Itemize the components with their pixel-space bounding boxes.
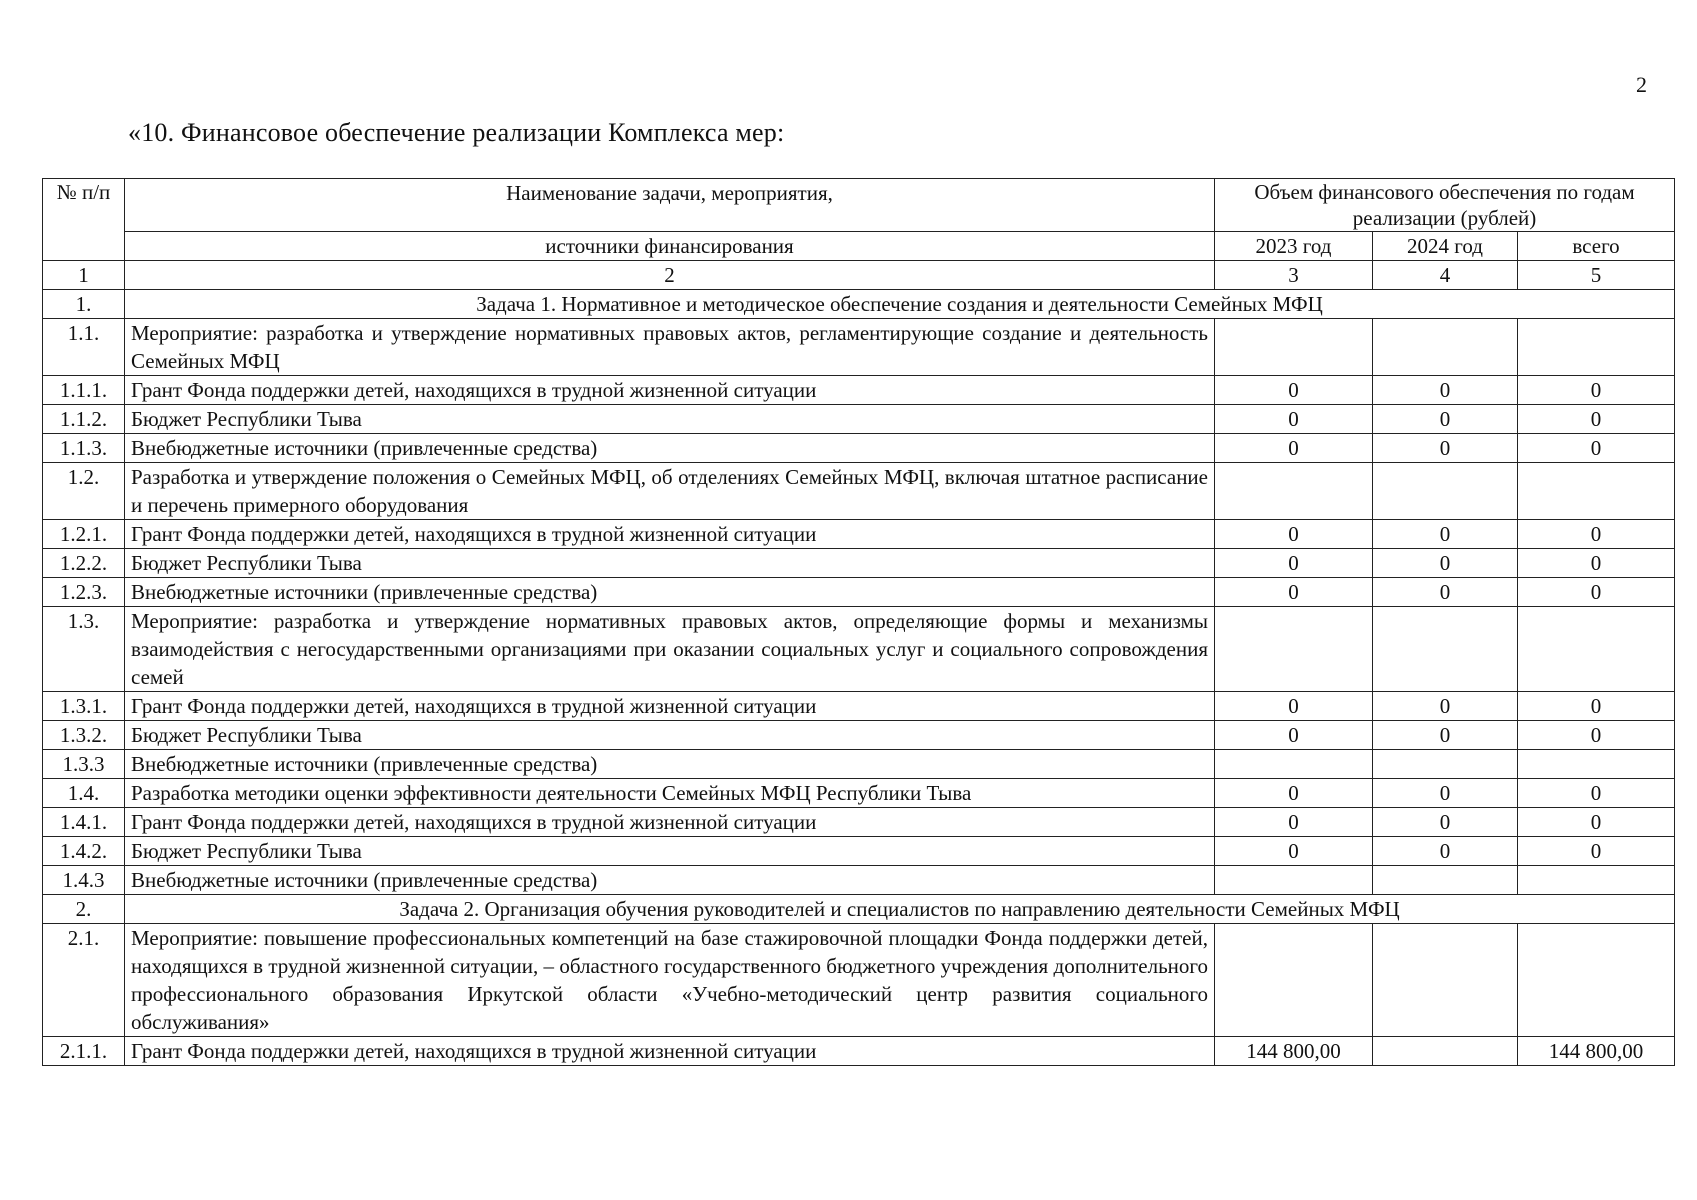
table-row	[43, 319, 1675, 376]
value-total	[1518, 750, 1675, 779]
table-row	[43, 434, 1675, 463]
row-name: Внебюджетные источники (привлеченные средства)	[125, 866, 1215, 895]
value-2024: 0	[1373, 405, 1518, 434]
value-total: 0	[1518, 692, 1675, 721]
row-name: Бюджет Республики Тыва	[125, 721, 1215, 750]
value-2024	[1373, 924, 1518, 1037]
header-row-1	[43, 179, 1675, 232]
table-row	[43, 692, 1675, 721]
row-name: Мероприятие: повышение профессиональных компетенций на базе стажировочной площадки Фонда поддержки детей, находящихся в трудной жизненной ситуации, – областного государственного бюджетного учреждения дополнительного профессионального образования Иркутской области «Учебно-методический центр развития социального обслуживания»	[125, 924, 1215, 1037]
row-number: 2.1.1.	[43, 1037, 125, 1066]
value-total: 0	[1518, 549, 1675, 578]
page-number: 2	[1636, 72, 1647, 97]
column-number: 5	[1518, 261, 1675, 290]
section-heading: «10. Финансовое обеспечение реализации Комплекса мер:	[128, 118, 785, 147]
value-total: 0	[1518, 376, 1675, 405]
value-total: 0	[1518, 808, 1675, 837]
table-row	[43, 463, 1675, 520]
row-number: 1.1.	[43, 319, 125, 376]
value-2024	[1373, 750, 1518, 779]
value-2024: 0	[1373, 376, 1518, 405]
row-name: Мероприятие: разработка и утверждение нормативных правовых актов, регламентирующие создание и деятельность Семейных МФЦ	[125, 319, 1215, 376]
value-2024: 0	[1373, 808, 1518, 837]
value-total: 144 800,00	[1518, 1037, 1675, 1066]
value-2023	[1215, 607, 1373, 692]
value-2024: 0	[1373, 434, 1518, 463]
value-2023: 0	[1215, 434, 1373, 463]
value-2024: 0	[1373, 692, 1518, 721]
row-number: 2.	[43, 895, 125, 924]
value-2023: 0	[1215, 520, 1373, 549]
value-2024	[1373, 866, 1518, 895]
value-total	[1518, 319, 1675, 376]
value-2024	[1373, 1037, 1518, 1066]
value-total	[1518, 866, 1675, 895]
header-total: всего	[1518, 232, 1675, 261]
value-total: 0	[1518, 779, 1675, 808]
financing-table	[42, 178, 1675, 1066]
row-name: Внебюджетные источники (привлеченные средства)	[125, 434, 1215, 463]
row-number: 1.1.3.	[43, 434, 125, 463]
table-row	[43, 808, 1675, 837]
value-2023: 0	[1215, 549, 1373, 578]
table-row	[43, 837, 1675, 866]
value-total: 0	[1518, 434, 1675, 463]
header-num: № п/п	[43, 179, 125, 261]
row-number: 1.3.3	[43, 750, 125, 779]
row-number: 1.2.3.	[43, 578, 125, 607]
value-2023: 0	[1215, 578, 1373, 607]
row-name: Грант Фонда поддержки детей, находящихся в трудной жизненной ситуации	[125, 520, 1215, 549]
value-total: 0	[1518, 405, 1675, 434]
value-2023	[1215, 750, 1373, 779]
row-name: Грант Фонда поддержки детей, находящихся в трудной жизненной ситуации	[125, 376, 1215, 405]
value-2023: 144 800,00	[1215, 1037, 1373, 1066]
row-name: Внебюджетные источники (привлеченные средства)	[125, 750, 1215, 779]
value-2024	[1373, 319, 1518, 376]
row-name: Мероприятие: разработка и утверждение нормативных правовых актов, определяющие формы и механизмы взаимодействия с негосударственными организациями при оказании социальных услуг и социального сопровождения семей	[125, 607, 1215, 692]
task-title: Задача 1. Нормативное и методическое обеспечение создания и деятельности Семейных МФЦ	[125, 290, 1675, 319]
value-2023: 0	[1215, 405, 1373, 434]
row-name: Грант Фонда поддержки детей, находящихся в трудной жизненной ситуации	[125, 1037, 1215, 1066]
row-name: Разработка методики оценки эффективности деятельности Семейных МФЦ Республики Тыва	[125, 779, 1215, 808]
row-name: Разработка и утверждение положения о Семейных МФЦ, об отделениях Семейных МФЦ, включая штатное расписание и перечень примерного оборудования	[125, 463, 1215, 520]
value-2024	[1373, 463, 1518, 520]
header-volume: Объем финансового обеспечения по годам реализации (рублей)	[1215, 179, 1675, 232]
row-number: 1.1.1.	[43, 376, 125, 405]
row-number: 1.2.1.	[43, 520, 125, 549]
value-2023: 0	[1215, 779, 1373, 808]
value-2023	[1215, 463, 1373, 520]
row-number: 1.	[43, 290, 125, 319]
row-name: Бюджет Республики Тыва	[125, 405, 1215, 434]
row-number: 1.4.3	[43, 866, 125, 895]
row-number: 1.4.2.	[43, 837, 125, 866]
table-row	[43, 405, 1675, 434]
table-row	[43, 721, 1675, 750]
value-2023	[1215, 866, 1373, 895]
column-number: 2	[125, 261, 1215, 290]
row-name: Грант Фонда поддержки детей, находящихся в трудной жизненной ситуации	[125, 808, 1215, 837]
value-total: 0	[1518, 520, 1675, 549]
row-number: 2.1.	[43, 924, 125, 1037]
header-name-top: Наименование задачи, мероприятия,	[125, 179, 1215, 232]
table-row	[43, 607, 1675, 692]
row-number: 1.1.2.	[43, 405, 125, 434]
value-2023	[1215, 319, 1373, 376]
row-number: 1.3.1.	[43, 692, 125, 721]
value-total	[1518, 463, 1675, 520]
header-year-2023: 2023 год	[1215, 232, 1373, 261]
value-2024: 0	[1373, 721, 1518, 750]
value-2024: 0	[1373, 578, 1518, 607]
header-row-2	[43, 232, 1675, 261]
row-number: 1.4.	[43, 779, 125, 808]
column-numbers-row	[43, 261, 1675, 290]
value-2024	[1373, 607, 1518, 692]
table-row	[43, 924, 1675, 1037]
row-number: 1.3.2.	[43, 721, 125, 750]
table-row	[43, 520, 1675, 549]
column-number: 3	[1215, 261, 1373, 290]
value-total: 0	[1518, 837, 1675, 866]
row-name: Внебюджетные источники (привлеченные средства)	[125, 578, 1215, 607]
table-row	[43, 578, 1675, 607]
table-row	[43, 750, 1675, 779]
value-2023: 0	[1215, 837, 1373, 866]
row-name: Бюджет Республики Тыва	[125, 837, 1215, 866]
value-2023: 0	[1215, 376, 1373, 405]
task-title: Задача 2. Организация обучения руководителей и специалистов по направлению деятельности Семейных МФЦ	[125, 895, 1675, 924]
row-number: 1.2.	[43, 463, 125, 520]
header-year-2024: 2024 год	[1373, 232, 1518, 261]
row-number: 1.4.1.	[43, 808, 125, 837]
value-2023: 0	[1215, 808, 1373, 837]
value-2023	[1215, 924, 1373, 1037]
task-row	[43, 895, 1675, 924]
value-total	[1518, 607, 1675, 692]
header-name-bottom: источники финансирования	[125, 232, 1215, 261]
row-number: 1.2.2.	[43, 549, 125, 578]
value-2023: 0	[1215, 721, 1373, 750]
value-2024: 0	[1373, 520, 1518, 549]
table-row	[43, 1037, 1675, 1066]
value-2024: 0	[1373, 549, 1518, 578]
row-name: Грант Фонда поддержки детей, находящихся в трудной жизненной ситуации	[125, 692, 1215, 721]
table-row	[43, 376, 1675, 405]
value-2024: 0	[1373, 779, 1518, 808]
value-total: 0	[1518, 721, 1675, 750]
table-row	[43, 866, 1675, 895]
value-2024: 0	[1373, 837, 1518, 866]
value-2023: 0	[1215, 692, 1373, 721]
table-row	[43, 549, 1675, 578]
value-total: 0	[1518, 578, 1675, 607]
table-row	[43, 779, 1675, 808]
row-name: Бюджет Республики Тыва	[125, 549, 1215, 578]
column-number: 1	[43, 261, 125, 290]
row-number: 1.3.	[43, 607, 125, 692]
value-total	[1518, 924, 1675, 1037]
column-number: 4	[1373, 261, 1518, 290]
task-row	[43, 290, 1675, 319]
